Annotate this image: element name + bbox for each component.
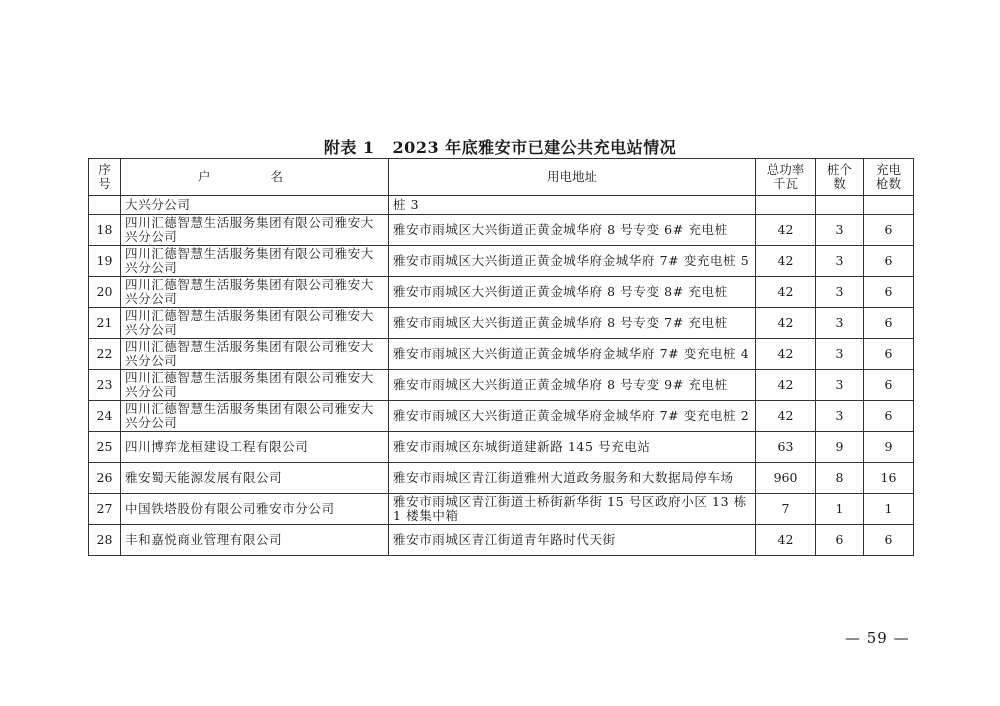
header-power: 总功率 千瓦 [756,159,816,196]
table-row [89,246,914,277]
cell-name: 四川汇德智慧生活服务集团有限公司雅安大兴分公司 [121,308,389,339]
cell-power: 42 [756,308,816,339]
cell-no: 26 [89,463,121,494]
table-row [89,277,914,308]
cell-guns: 6 [864,401,914,432]
cell-no: 18 [89,215,121,246]
cell-power: 42 [756,339,816,370]
table-title-text: 2023 年底雅安市已建公共充电站情况 [392,138,677,157]
cell-address: 雅安市雨城区大兴街道正黄金城华府 8 号专变 8# 充电桩 [389,277,756,308]
header-address: 用电地址 [389,159,756,196]
cell-address: 雅安市雨城区大兴街道正黄金城华府 8 号专变 9# 充电桩 [389,370,756,401]
header-guns: 充电 枪数 [864,159,914,196]
cell-name: 雅安蜀天能源发展有限公司 [121,463,389,494]
cell-name: 四川汇德智慧生活服务集团有限公司雅安大兴分公司 [121,215,389,246]
cell-piles: 3 [816,401,864,432]
cell-piles: 8 [816,463,864,494]
cell-power [756,196,816,215]
page-number: — 59 — [845,629,910,647]
cell-power: 42 [756,277,816,308]
cell-guns: 6 [864,308,914,339]
cell-no: 25 [89,432,121,463]
cell-piles: 3 [816,339,864,370]
cell-no: 21 [89,308,121,339]
cell-power: 42 [756,401,816,432]
cell-piles: 3 [816,308,864,339]
cell-power: 7 [756,494,816,525]
cell-address: 桩 3 [389,196,756,215]
cell-address: 雅安市雨城区大兴街道正黄金城华府金城华府 7# 变充电桩 5 [389,246,756,277]
cell-guns: 1 [864,494,914,525]
cell-address: 雅安市雨城区青江街道土桥街新华街 15 号区政府小区 13 栋 1 楼集中箱 [389,494,756,525]
cell-address: 雅安市雨城区青江街道雅州大道政务服务和大数据局停车场 [389,463,756,494]
continuation-row [89,196,914,215]
cell-name: 四川博弈龙桓建设工程有限公司 [121,432,389,463]
table-row [89,401,914,432]
cell-guns: 6 [864,277,914,308]
cell-no: 20 [89,277,121,308]
cell-address: 雅安市雨城区东城街道建新路 145 号充电站 [389,432,756,463]
cell-guns: 16 [864,463,914,494]
cell-no: 24 [89,401,121,432]
cell-guns [864,196,914,215]
cell-power: 42 [756,246,816,277]
cell-name: 大兴分公司 [121,196,389,215]
cell-address: 雅安市雨城区大兴街道正黄金城华府金城华府 7# 变充电桩 2 [389,401,756,432]
header-piles: 桩个 数 [816,159,864,196]
table-row [89,370,914,401]
table-row [89,494,914,525]
cell-power: 42 [756,215,816,246]
cell-no: 27 [89,494,121,525]
cell-piles: 1 [816,494,864,525]
table-row [89,463,914,494]
cell-piles: 3 [816,246,864,277]
table-row [89,432,914,463]
cell-power: 63 [756,432,816,463]
cell-power: 42 [756,525,816,556]
cell-guns: 6 [864,525,914,556]
cell-guns: 6 [864,215,914,246]
table-row [89,525,914,556]
cell-address: 雅安市雨城区大兴街道正黄金城华府 8 号专变 6# 充电桩 [389,215,756,246]
cell-guns: 9 [864,432,914,463]
cell-power: 960 [756,463,816,494]
cell-address: 雅安市雨城区大兴街道正黄金城华府金城华府 7# 变充电桩 4 [389,339,756,370]
cell-name: 四川汇德智慧生活服务集团有限公司雅安大兴分公司 [121,401,389,432]
cell-piles: 9 [816,432,864,463]
cell-no: 28 [89,525,121,556]
table-title [0,135,1000,158]
cell-piles: 3 [816,215,864,246]
cell-name: 四川汇德智慧生活服务集团有限公司雅安大兴分公司 [121,339,389,370]
cell-piles: 3 [816,277,864,308]
header-row [89,159,914,196]
cell-name: 四川汇德智慧生活服务集团有限公司雅安大兴分公司 [121,370,389,401]
cell-guns: 6 [864,339,914,370]
cell-no [89,196,121,215]
charging-station-table [88,158,914,556]
header-name: 户 名 [121,159,389,196]
cell-guns: 6 [864,370,914,401]
cell-guns: 6 [864,246,914,277]
cell-address: 雅安市雨城区青江街道青年路时代天街 [389,525,756,556]
cell-name: 丰和嘉悦商业管理有限公司 [121,525,389,556]
cell-power: 42 [756,370,816,401]
cell-no: 19 [89,246,121,277]
table-row [89,308,914,339]
table-row [89,215,914,246]
table-row [89,339,914,370]
cell-name: 中国铁塔股份有限公司雅安市分公司 [121,494,389,525]
cell-name: 四川汇德智慧生活服务集团有限公司雅安大兴分公司 [121,246,389,277]
cell-piles: 6 [816,525,864,556]
header-no: 序 号 [89,159,121,196]
cell-piles: 3 [816,370,864,401]
cell-name: 四川汇德智慧生活服务集团有限公司雅安大兴分公司 [121,277,389,308]
cell-no: 23 [89,370,121,401]
cell-no: 22 [89,339,121,370]
table-title-prefix: 附表 1 [323,138,375,157]
cell-piles [816,196,864,215]
cell-address: 雅安市雨城区大兴街道正黄金城华府 8 号专变 7# 充电桩 [389,308,756,339]
